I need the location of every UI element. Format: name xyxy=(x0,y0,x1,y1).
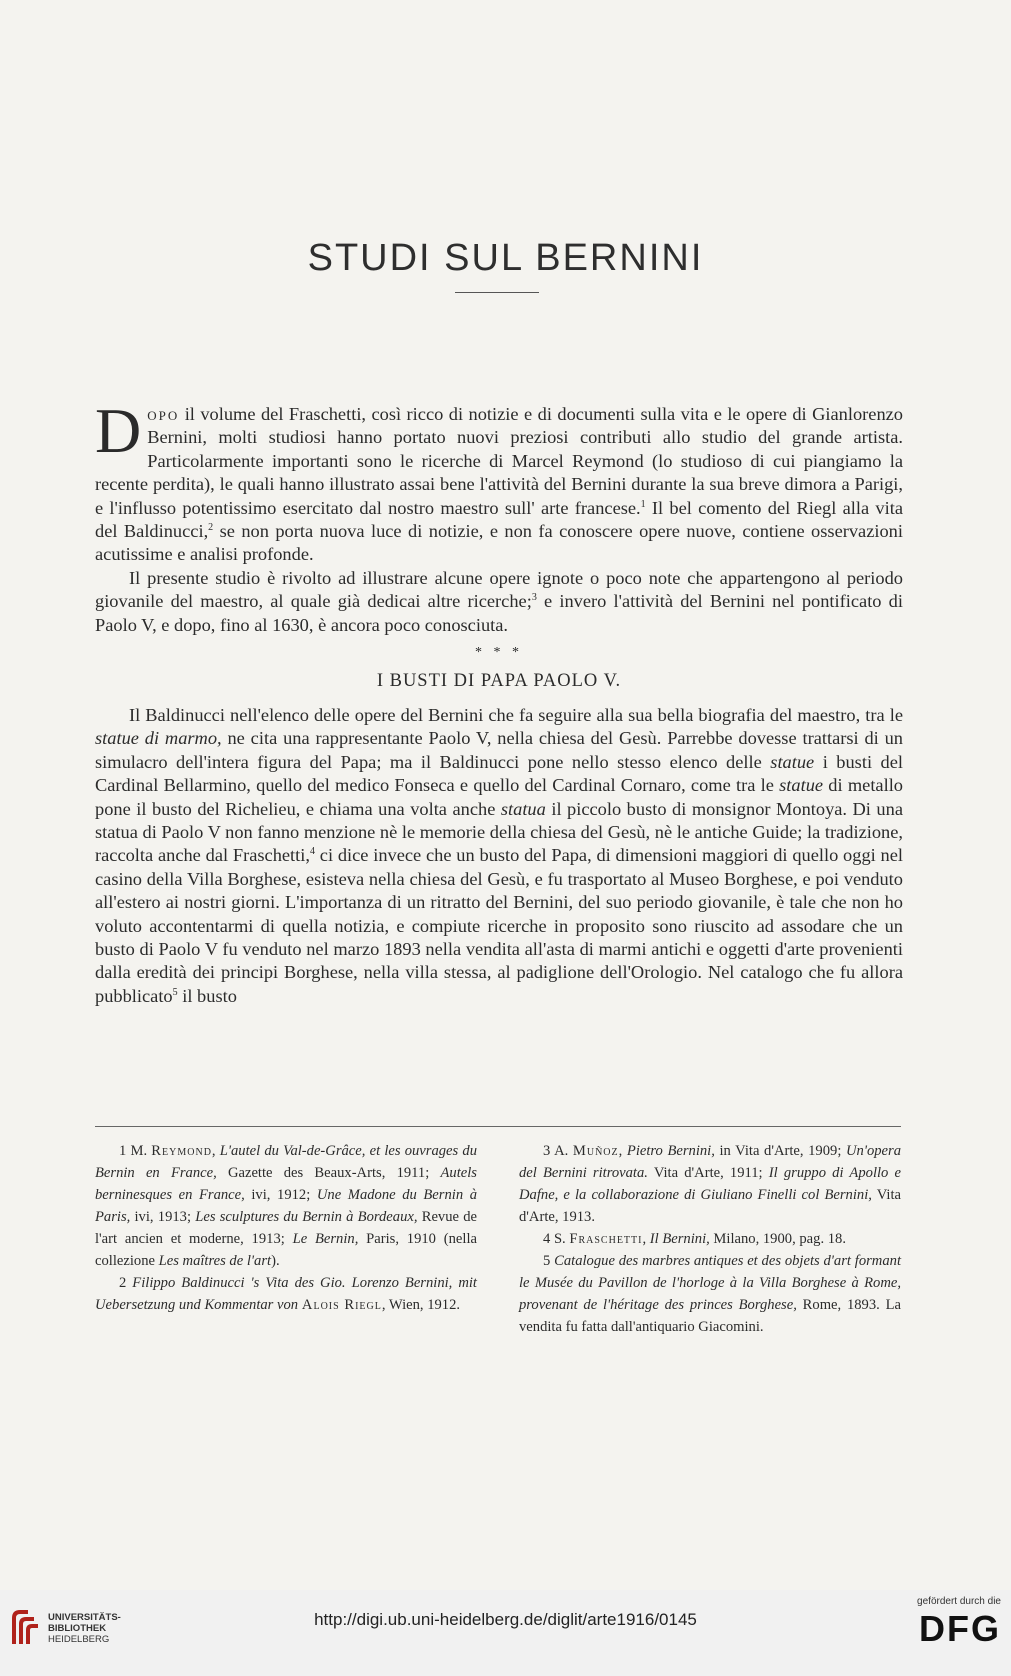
footnote-text: , xyxy=(211,1143,220,1159)
italic-text: statue di marmo, xyxy=(95,728,222,749)
footnote-5 xyxy=(519,1250,901,1338)
italic-text: statue xyxy=(779,775,824,796)
italic-text: statue xyxy=(770,751,815,772)
section-text: ci dice invece che un busto del Papa, di dimensioni maggiori di quello oggi nel casino della Villa Borghese, esisteva nella chiesa del Gesù, e fu trasportato al Museo Borghese, e poi venduto all'estero ai nostri giorni. L'importanza di un ritratto del Bernini, del suo periodo giovanile, è tale che non ho voluto accontentarmi di quella notizia, e compiute ricerche in proposito sono riuscito ad assodare che un busto di Paolo V fu venduto nel marzo 1893 nella vendita all'asta di marmi antichi e oggetti d'arte provenienti dalla eredità dei principi Borghese, nella villa stessa, al padiglione dell'Orologio. Nel catalogo che fu allora pubblicato xyxy=(95,845,903,1006)
permalink-url[interactable]: http://digi.ub.uni-heidelberg.de/diglit/arte1916/0145 xyxy=(314,1610,697,1629)
intro-paragraph-1 xyxy=(95,395,903,567)
footnote-4 xyxy=(519,1228,901,1250)
section-text: Il Baldinucci nell'elenco delle opere del Bernini che fa seguire alla sua bella biografia del maestro, tra le xyxy=(129,704,903,725)
footnote-number: 4 xyxy=(543,1231,551,1247)
author-name: Muñoz xyxy=(572,1143,619,1159)
footnote-text: Milano, 1900, pag. 18. xyxy=(709,1231,846,1247)
drop-cap: D xyxy=(95,395,142,466)
section-text: di metallo pone il busto del Richelieu, e chiama una volta anche xyxy=(95,775,903,819)
page-title: STUDI SUL BERNINI xyxy=(307,237,704,280)
section-separator: * * * xyxy=(475,645,523,661)
library-name-line: UNIVERSITÄTS- xyxy=(48,1611,121,1623)
intro-text: e invero l'attività del Bernini nel pontificato di Paolo V, e dopo, fino al 1630, è ancora poco conosciuta. xyxy=(95,591,903,635)
footnote-text: A. xyxy=(550,1143,573,1159)
footnote-text: ). xyxy=(271,1253,280,1269)
italic-text: Il Bernini, xyxy=(649,1231,710,1247)
footnote-number: 2 xyxy=(119,1275,127,1291)
author-name: Alois Riegl xyxy=(298,1297,382,1313)
funding-caption: gefördert durch die xyxy=(917,1596,1001,1607)
footnote-ref[interactable]: 2 xyxy=(208,521,214,533)
footnote-ref[interactable]: 5 xyxy=(172,986,178,998)
italic-text: Autels berninesques en France, xyxy=(95,1165,477,1203)
article-body xyxy=(95,395,904,1008)
italic-text: Une Madone du Bernin à Paris, xyxy=(95,1187,478,1225)
footnotes xyxy=(95,1140,901,1338)
intro-text: Il presente studio è rivolto ad illustrare alcune opere ignote o poco note che appartengono al periodo giovanile del maestro, al quale già dedicai altre ricerche; xyxy=(95,567,903,612)
footnote-ref[interactable]: 3 xyxy=(531,592,537,604)
footnote-text: , Wien, 1912. xyxy=(381,1297,461,1313)
footnote-1 xyxy=(95,1140,477,1272)
viewer-footer xyxy=(0,1590,1011,1676)
italic-text: Un'opera del Bernini ritrovata. xyxy=(519,1143,902,1181)
footnote-text: Gazette des Beaux-Arts, 1911; xyxy=(216,1165,441,1181)
footnote-text: Paris, 1910 (nella collezione xyxy=(95,1231,477,1269)
intro-text: se non porta nuova luce di notizie, e non fa conoscere opere nuove, contiene osservazioni acutissime e analisi profonde. xyxy=(95,521,903,565)
section-text: il busto xyxy=(177,985,237,1006)
italic-text: Les maîtres de l'art xyxy=(158,1253,272,1269)
author-name: Reymond xyxy=(151,1143,212,1159)
italic-text: Filippo Baldinucci 's Vita des Gio. Lorenzo Bernini, mit Uebersetzung und Kommentar von xyxy=(95,1275,477,1313)
italic-text: Il gruppo di Apollo e Dafne, e la collaborazione di Giuliano Finelli col Bernini, xyxy=(519,1165,901,1203)
section-text: il piccolo busto di monsignor Montoya. Di una statua di Paolo V non fanno menzione nè le memorie della chiesa del Gesù, nè le antiche Guide; la tradizione, raccolta anche dal Fraschetti, xyxy=(95,798,903,866)
dfg-logo[interactable] xyxy=(917,1596,1001,1649)
footnote-text: , xyxy=(642,1231,650,1247)
italic-text: L'autel du Val-de-Grâce, et les ouvrages du Bernin en France, xyxy=(95,1143,477,1181)
footnote-text: Rome, 1893. La vendita fu fatta dall'antiquario Giacomini. xyxy=(519,1297,901,1335)
library-name-line: HEIDELBERG xyxy=(48,1633,110,1645)
intro-text: il volume del Fraschetti, così ricco di notizie e di documenti sulla vita e le opere di Gianlorenzo Bernini, molti studiosi hanno portato nuovi preziosi contributi allo studio del grande artista. Particolarmente importanti sono le ricerche di Marcel Reymond (lo studioso di cui piangiamo la recente perdita), le quali hanno illustrato assai bene l'attività del Bernini durante la sua breve dimora a Parigi, e l'influsso potentissimo esercitato dal nostro maestro sull' arte francese. xyxy=(95,404,903,518)
dfg-wordmark: DFG xyxy=(919,1608,1001,1649)
footnote-text: ivi, 1912; xyxy=(244,1187,317,1203)
intro-paragraph-2 xyxy=(95,567,903,637)
footnote-number: 3 xyxy=(543,1143,551,1159)
italic-text: Catalogue des marbres antiques et des objets d'art formant le Musée du Pavillon de l'horloge à la Villa Borghese à Rome, provenant de l'héritage des princes Borghese, xyxy=(519,1253,901,1313)
footnote-ref[interactable]: 4 xyxy=(310,846,315,858)
author-name: Fraschetti xyxy=(569,1231,643,1247)
footnote-text: S. xyxy=(550,1231,570,1247)
footnote-number: 5 xyxy=(543,1253,551,1269)
italic-text: Le Bernin, xyxy=(292,1231,359,1247)
footnote-number: 1 xyxy=(119,1143,127,1159)
footnote-divider xyxy=(95,1126,901,1127)
footnote-text: Revue de l'art ancien et moderne, 1913; xyxy=(95,1209,477,1247)
italic-text: Pietro Bernini, xyxy=(626,1143,715,1159)
italic-text: statua xyxy=(500,798,546,819)
footnote-text: Vita d'Arte, 1911; xyxy=(647,1165,769,1181)
footnote-text: M. xyxy=(126,1143,152,1159)
footnote-text: , xyxy=(618,1143,627,1159)
lead-smallcaps: opo xyxy=(147,404,180,424)
intro-text: Il bel comento del Riegl alla vita del Baldinucci, xyxy=(95,497,903,542)
section-text: i busti del Cardinal Bellarmino, quello del medico Fonseca e quello del Cardinal Cornaro, come tra le xyxy=(95,751,903,796)
section-text: ne cita una rappresentante Paolo V, nella chiesa del Gesù. Parrebbe dovesse trattarsi di un simulacro dell'intera figura del Papa; ma il Baldinucci pone nello stesso elenco delle xyxy=(95,728,904,772)
section-paragraph xyxy=(95,704,903,1008)
library-name-line: BIBLIOTHEK xyxy=(48,1622,107,1634)
section-heading: I BUSTI DI PAPA PAOLO V. xyxy=(376,671,622,692)
footnote-text: in Vita d'Arte, 1909; xyxy=(714,1143,846,1159)
footnote-text: Vita d'Arte, 1913. xyxy=(519,1187,901,1225)
title-divider xyxy=(455,292,539,293)
footnote-3 xyxy=(519,1140,901,1228)
footnote-ref[interactable]: 1 xyxy=(640,498,646,510)
footnote-2 xyxy=(95,1272,477,1316)
footnote-text: ivi, 1913; xyxy=(130,1209,196,1225)
italic-text: Les sculptures du Bernin à Bordeaux, xyxy=(195,1209,418,1225)
